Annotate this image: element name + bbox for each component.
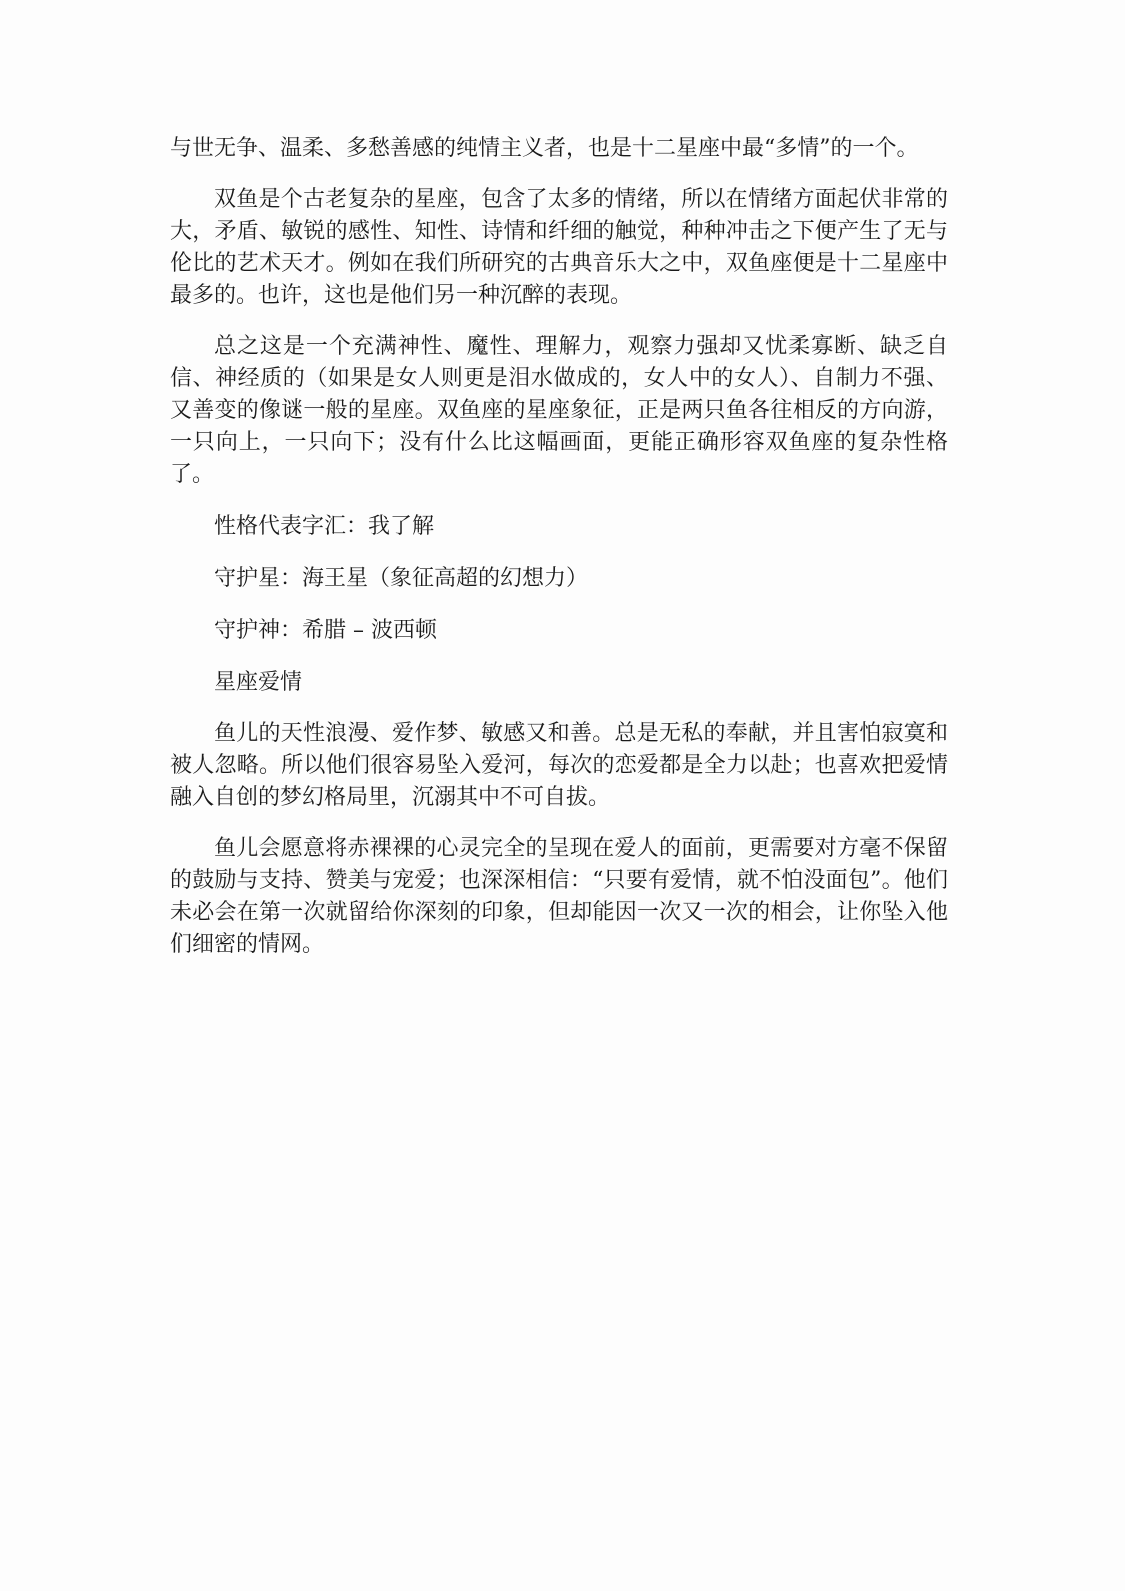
paragraph-love-devotion: 鱼儿会愿意将赤裸裸的心灵完全的呈现在爱人的面前，更需要对方毫不保留的鼓励与支持、赞美与宠爱；也深深相信：“只要有爱情，就不怕没面包”。他们未必会在第一次就留给你深刻的印象，但却能因一次又一次的相会，让你坠入他们细密的情网。: [170, 836, 948, 957]
paragraph-guardian-planet: 守护星：海王星（象征高超的幻想力）: [214, 566, 589, 591]
document-body: [170, 133, 948, 961]
paragraph-guardian-god: 守护神：希腊 – 波西顿: [214, 618, 437, 643]
paragraph-pisces-complexity: 双鱼是个古老复杂的星座，包含了太多的情绪，所以在情绪方面起伏非常的大，矛盾、敏锐的感性、知性、诗情和纤细的触觉，种种冲击之下便产生了无与伦比的艺术天才。例如在我们所研究的古典音乐大之中，双鱼座便是十二星座中最多的。也许，这也是他们另一种沉醉的表现。: [170, 187, 948, 308]
paragraph-love-nature: 鱼儿的天性浪漫、爱作梦、敏感又和善。总是无私的奉献，并且害怕寂寞和被人忽略。所以他们很容易坠入爱河，每次的恋爱都是全力以赴；也喜欢把爱情融入自创的梦幻格局里，沉溺其中不可自拔。: [170, 721, 948, 810]
paragraph-pisces-summary: 总之这是一个充满神性、魔性、理解力，观察力强却又忧柔寡断、缺乏自信、神经质的（如果是女人则更是泪水做成的，女人中的女人）、自制力不强、又善变的像谜一般的星座。双鱼座的星座象征，正是两只鱼各往相反的方向游，一只向上，一只向下；没有什么比这幅画面，更能正确形容双鱼座的复杂性格了。: [170, 334, 948, 487]
paragraph-keyword: 性格代表字汇：我了解: [214, 514, 435, 539]
section-heading-love: 星座爱情: [214, 670, 303, 695]
paragraph-intro-continuation: 与世无争、温柔、多愁善感的纯情主义者，也是十二星座中最“多情”的一个。: [170, 136, 919, 161]
